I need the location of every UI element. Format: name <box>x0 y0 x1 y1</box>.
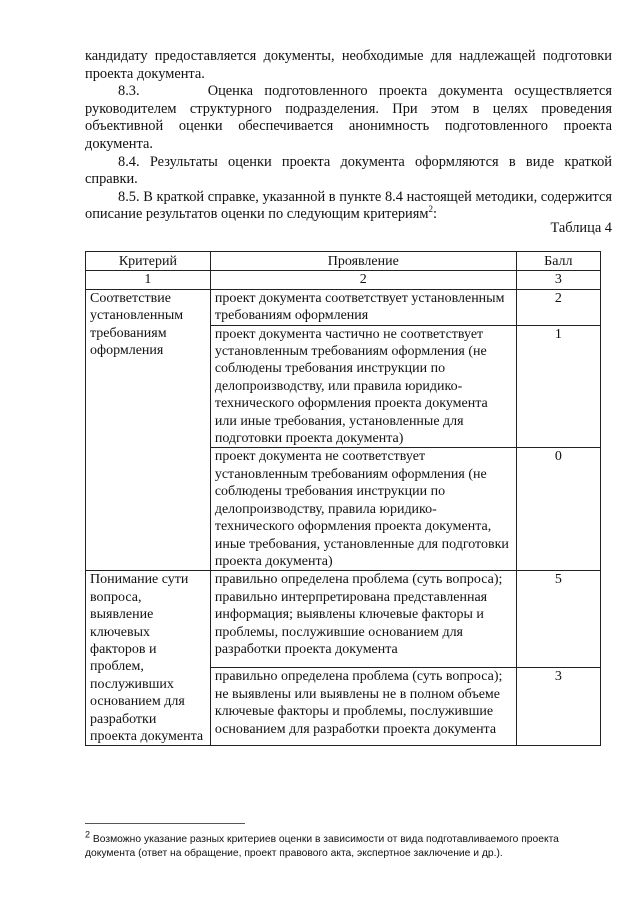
footnote-divider <box>85 823 245 824</box>
header-criterion: Критерий <box>86 252 211 271</box>
table-row <box>86 571 601 668</box>
paragraph-8-4: 8.4. Результаты оценки проекта документа оформляются в виде краткой справки. <box>85 153 612 188</box>
manifestation-cell: проект документа не соответствует установленным требованиям оформления (не соблюдены требования инструкции по делопроизводству, правила юридико-технического оформления проекта документа, иные требования, установленные для подготовки проекта документа) <box>210 448 516 571</box>
score-cell: 0 <box>516 448 600 571</box>
footnote-mark: 2 <box>85 829 91 840</box>
table-row <box>86 289 601 325</box>
paragraph-continuation: кандидату предоставляется документы, необходимые для надлежащей подготовки проекта документа. <box>85 48 612 82</box>
paragraph-8-3-text: Оценка подготовленного проекта документа осуществляется руководителем структурного подразделения. При этом в целях проведения объективной оценки обеспечивается анонимность подготовленного проекта документа. <box>85 83 612 152</box>
criteria-table <box>85 251 601 746</box>
criterion-cell: Соответствие установленным требованиям оформления <box>86 289 211 571</box>
table-number-row <box>86 271 601 289</box>
footnote-ref: 2 <box>428 204 433 215</box>
header-manifestation: Проявление <box>210 252 516 271</box>
score-cell: 1 <box>516 325 600 448</box>
table-caption: Таблица 4 <box>550 220 612 236</box>
header-score: Балл <box>516 252 600 271</box>
paragraph-8-5-colon: : <box>432 206 437 223</box>
score-cell: 5 <box>516 571 600 668</box>
paragraph-8-3-number: 8.3. <box>118 83 140 100</box>
paragraph-8-5-text: 8.5. В краткой справке, указанной в пункте 8.4 настоящей методики, содержится описание результатов оценки по следующим критериям <box>85 188 612 223</box>
table-header-row <box>86 252 601 271</box>
column-number-1: 1 <box>86 271 211 289</box>
body-text <box>85 48 612 224</box>
score-cell: 2 <box>516 289 600 325</box>
manifestation-cell: правильно определена проблема (суть вопроса); не выявлены или выявлены не в полном объеме ключевые факторы и проблемы, послужившие основанием для разработки проекта документа <box>210 668 516 746</box>
footnote <box>85 829 605 860</box>
criterion-cell: Понимание сути вопроса, выявление ключевых факторов и проблем, послуживших основанием для разработки проекта документа <box>86 571 211 746</box>
paragraph-8-5 <box>85 189 612 224</box>
paragraph-8-3 <box>85 83 612 153</box>
manifestation-cell: проект документа частично не соответствует установленным требованиям оформления (не соблюдены требования инструкции по делопроизводству, или правила юридико-технического оформления проекта документа или иные требования, установленные для подготовки проекта документа) <box>210 325 516 448</box>
column-number-3: 3 <box>516 271 600 289</box>
footnote-text: Возможно указание разных критериев оценки в зависимости от вида подготавливаемого проекта документа (ответ на обращение, проект правового акта, экспертное заключение и др.). <box>85 834 559 859</box>
manifestation-cell: проект документа соответствует установленным требованиям оформления <box>210 289 516 325</box>
column-number-2: 2 <box>210 271 516 289</box>
score-cell: 3 <box>516 668 600 746</box>
manifestation-cell: правильно определена проблема (суть вопроса); правильно интерпретирована представленная информация; выявлены ключевые факторы и проблемы, послужившие основанием для разработки проекта документа <box>210 571 516 668</box>
